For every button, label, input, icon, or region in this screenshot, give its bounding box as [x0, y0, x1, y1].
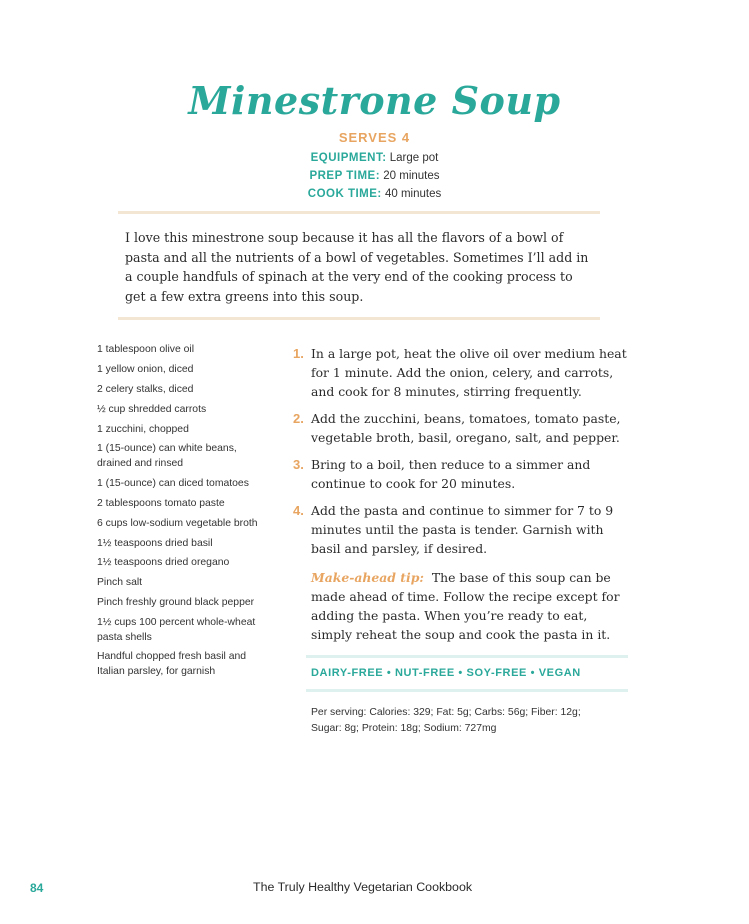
serves-label: SERVES 4: [338, 130, 411, 145]
nutrition-info: Per serving: Calories: 329; Fat: 5g; Carbs: 56g; Fiber: 12g; Sugar: 8g; Protein: 18g; Sodium: 727mg: [311, 707, 581, 734]
diet-tags: DAIRY-FREE • NUT-FREE • SOY-FREE • VEGAN: [311, 667, 581, 679]
ingredient-item: 1 (15-ounce) can white beans, drained and rinsed: [97, 443, 237, 469]
ingredient-item: Handful chopped fresh basil and Italian parsley, for garnish: [97, 651, 247, 677]
prep-time-row: [0, 167, 749, 185]
tip-label: Make-ahead tip:: [311, 570, 424, 585]
ingredient-item: 6 cups low-sodium vegetable broth: [97, 517, 258, 529]
step-text: Add the zucchini, beans, tomatoes, tomato paste, vegetable broth, basil, oregano, salt, and pepper.: [311, 411, 621, 445]
ingredient-item: 1 yellow onion, diced: [97, 363, 194, 375]
intro-divider-bottom: [118, 317, 600, 320]
ingredient-item: Pinch salt: [97, 577, 143, 589]
step-item: [293, 455, 633, 493]
step-number: 4.: [293, 503, 304, 518]
equipment-label: EQUIPMENT:: [310, 152, 387, 164]
ingredient-list: [97, 343, 267, 685]
cook-time-label: COOK TIME:: [307, 188, 382, 200]
recipe-title: Minestrone Soup: [188, 78, 561, 123]
make-ahead-tip: [311, 568, 629, 644]
diet-divider-top: [306, 655, 628, 658]
ingredient-item: 1½ teaspoons dried basil: [97, 537, 213, 549]
equipment-row: [0, 149, 749, 167]
step-text: Add the pasta and continue to simmer for 7 to 9 minutes until the pasta is tender. Garnish with basil and parsley, if desired.: [311, 503, 614, 556]
ingredient-item: 1½ cups 100 percent whole-wheat pasta shells: [97, 617, 256, 643]
cook-time-row: [0, 185, 749, 203]
recipe-meta: [0, 130, 749, 203]
step-number: 1.: [293, 346, 304, 361]
ingredient-item: 1 tablespoon olive oil: [97, 344, 195, 355]
step-number: 3.: [293, 457, 304, 472]
step-text: In a large pot, heat the olive oil over medium heat for 1 minute. Add the onion, celery, and carrots, and cook for 8 minutes, stirring frequently.: [311, 346, 627, 399]
ingredient-item: 2 tablespoons tomato paste: [97, 497, 225, 509]
step-item: [293, 344, 633, 401]
book-title: The Truly Healthy Vegetarian Cookbook: [253, 880, 473, 894]
ingredient-item: 1 (15-ounce) can diced tomatoes: [97, 477, 249, 489]
ingredient-item: 2 celery stalks, diced: [97, 383, 194, 395]
instruction-steps: [293, 344, 633, 566]
equipment-value: Large pot: [389, 152, 439, 164]
prep-time-label: PREP TIME:: [309, 170, 381, 182]
step-text: Bring to a boil, then reduce to a simmer and continue to cook for 20 minutes.: [311, 457, 591, 491]
diet-divider-bottom: [306, 689, 628, 692]
ingredient-item: ½ cup shredded carrots: [97, 403, 207, 415]
intro-divider-top: [118, 211, 600, 214]
tip-text: The base of this soup can be made ahead of time. Follow the recipe except for adding the pasta. When you’re ready to eat, simply reheat the soup and cook the pasta in it.: [311, 570, 620, 642]
ingredient-item: Pinch freshly ground black pepper: [97, 597, 255, 609]
ingredient-item: 1½ teaspoons dried oregano: [97, 557, 230, 569]
step-item: [293, 501, 633, 558]
prep-time-value: 20 minutes: [383, 170, 440, 182]
step-number: 2.: [293, 411, 304, 426]
cook-time-value: 40 minutes: [384, 188, 442, 200]
recipe-intro: I love this minestrone soup because it has all the flavors of a bowl of pasta and all the nutrients of a bowl of vegetables. Sometimes I’ll add in a couple handfuls of spinach at the very end of the cooking process to get a few extra greens into this soup.: [125, 230, 589, 304]
step-item: [293, 409, 633, 447]
page-number: 84: [30, 881, 44, 895]
ingredient-item: 1 zucchini, chopped: [97, 423, 189, 435]
